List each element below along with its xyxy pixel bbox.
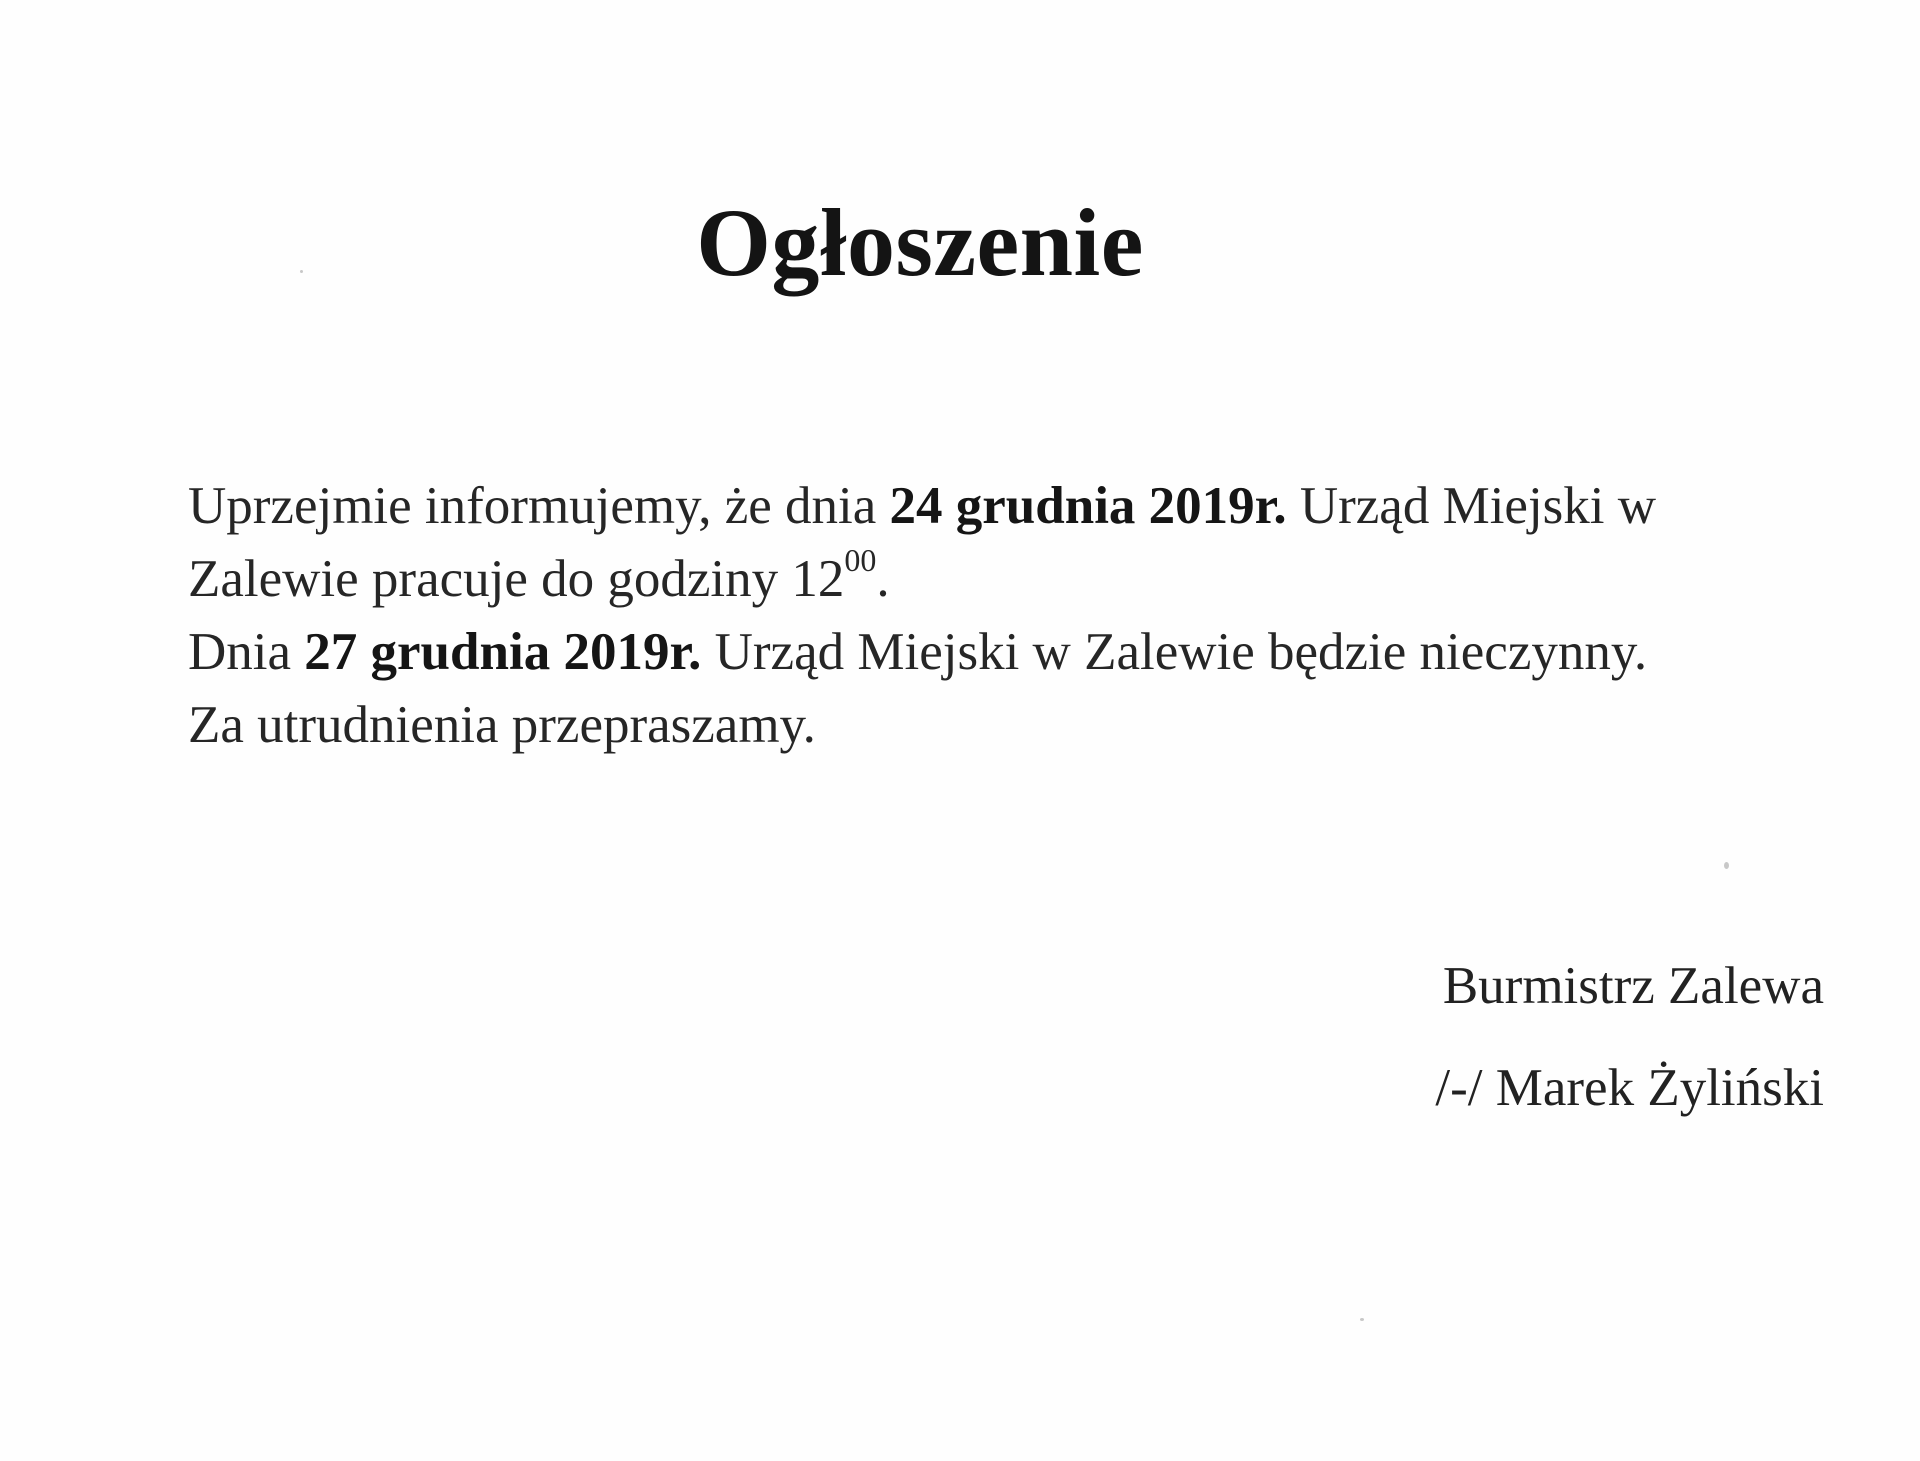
signatory-name: /-/ Marek Żyliński <box>1435 1058 1824 1117</box>
paragraph-apology: Za utrudnienia przepraszamy. <box>188 696 816 754</box>
scan-speck <box>1724 862 1729 869</box>
paragraph-closing-hours <box>188 470 1748 616</box>
signatory-role: Burmistrz Zalewa <box>1442 957 1824 1015</box>
text-fragment: Dnia <box>188 623 305 681</box>
page-title: Ogłoszenie <box>696 189 1144 296</box>
paragraph-closed-day <box>188 616 1748 689</box>
signature-block <box>1435 955 1824 1120</box>
text-fragment: . <box>876 550 890 608</box>
time-superscript: 00 <box>844 542 877 579</box>
text-fragment: Uprzejmie informujemy, że dnia <box>188 477 890 535</box>
date-highlight: 24 grudnia 2019r. <box>889 477 1287 535</box>
text-fragment: Urząd Miejski w Zalewie pracuje do godziny 12 <box>188 477 1657 608</box>
announcement-body <box>188 470 1748 762</box>
text-fragment: Urząd Miejski w Zalewie będzie nieczynny. <box>701 623 1648 681</box>
date-highlight: 27 grudnia 2019r. <box>304 623 702 681</box>
scan-speck <box>1360 1318 1364 1321</box>
